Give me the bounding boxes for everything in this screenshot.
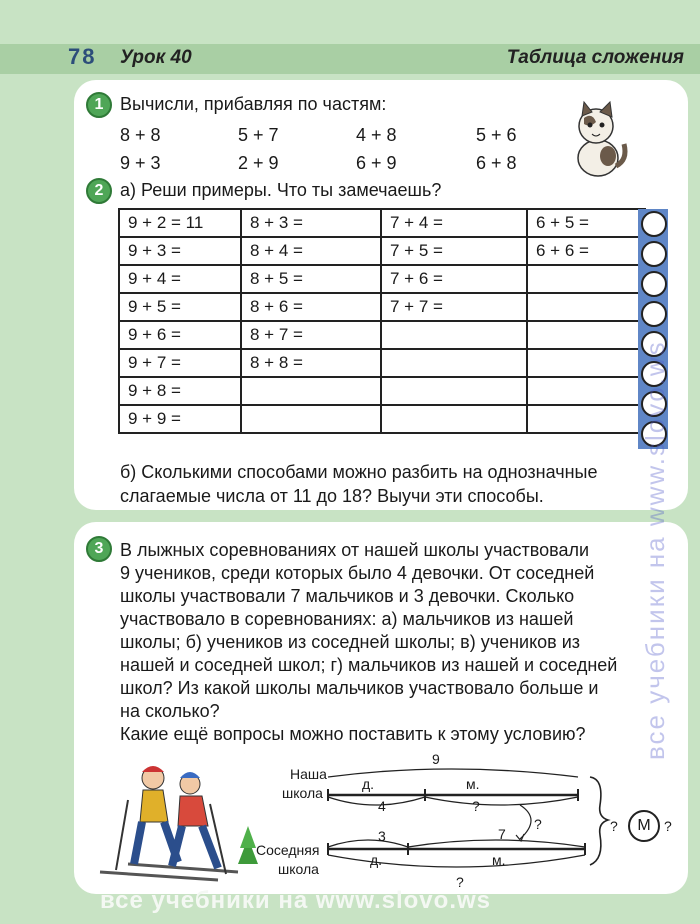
- table-cell: 8 + 8 =: [241, 349, 381, 377]
- table-cell: 9 + 9 =: [119, 405, 241, 433]
- skiers-illustration: [98, 760, 268, 885]
- example: 6 + 8: [476, 153, 517, 173]
- check-circle: [641, 241, 667, 267]
- table-cell: 7 + 7 =: [381, 293, 527, 321]
- task-3-line: школы; б) учеников из соседней школы; в) учеников из: [120, 632, 581, 652]
- task-3-line: В лыжных соревнованиях от нашей школы участвовали: [120, 540, 590, 560]
- table-cell: [527, 377, 645, 405]
- table-cell: 9 + 4 =: [119, 265, 241, 293]
- table-cell: [241, 377, 381, 405]
- label-neighbor-2: школа: [278, 861, 319, 877]
- label-our-girls: д.: [362, 776, 375, 792]
- table-row: [119, 293, 645, 321]
- table-cell: [527, 405, 645, 433]
- value-neighbor-boys: 7: [498, 826, 506, 842]
- table-cell: 8 + 3 =: [241, 209, 381, 237]
- example: 9 + 3: [120, 153, 161, 173]
- check-circle: [641, 271, 667, 297]
- table-row: [119, 237, 645, 265]
- task-2-title: а) Реши примеры. Что ты замечаешь?: [120, 180, 442, 200]
- table-cell: 7 + 4 =: [381, 209, 527, 237]
- task-3-line: школ? Из какой школы мальчиков участвовало больше и: [120, 678, 599, 698]
- label-neighbor-girls: д.: [370, 852, 383, 868]
- task-2b-line-2: слагаемые числа от 11 до 18? Выучи эти способы.: [120, 486, 544, 506]
- addition-table: [118, 208, 646, 434]
- task-2b-line-1: б) Сколькими способами можно разбить на однозначные: [120, 462, 598, 482]
- table-row: [119, 265, 645, 293]
- example: 5 + 6: [476, 125, 517, 145]
- value-neighbor-total: ?: [456, 874, 464, 890]
- task-3-question: Какие ещё вопросы можно поставить к этому условию?: [120, 724, 586, 744]
- task-3-line: 9 учеников, среди которых было 4 девочки. От соседней: [120, 563, 595, 583]
- side-watermark: все учебники на www.slovo.ws: [640, 340, 670, 760]
- bottom-watermark: все учебники на www.slovo.ws: [100, 887, 491, 914]
- table-cell: 8 + 7 =: [241, 321, 381, 349]
- task-2-badge: 2: [86, 178, 112, 204]
- cat-illustration: [562, 100, 632, 180]
- boys-m-letter: М: [637, 817, 651, 834]
- table-cell: [527, 265, 645, 293]
- label-neighbor-1: Соседняя: [256, 842, 320, 858]
- table-row: [119, 349, 645, 377]
- table-row: [119, 405, 645, 433]
- label-our-school-2: школа: [282, 785, 323, 801]
- value-neighbor-girls: 3: [378, 828, 386, 844]
- table-cell: [241, 405, 381, 433]
- task-1-badge: 1: [86, 92, 112, 118]
- example: 8 + 8: [120, 125, 161, 145]
- page-number: 78: [68, 44, 97, 69]
- value-our-boys: ?: [472, 798, 480, 814]
- label-our-boys: м.: [466, 776, 480, 792]
- label-our-school-1: Наша: [290, 766, 327, 782]
- topic-title: Таблица сложения: [506, 47, 684, 68]
- table-row: [119, 209, 645, 237]
- table-cell: 7 + 6 =: [381, 265, 527, 293]
- table-cell: [381, 405, 527, 433]
- table-cell: 9 + 6 =: [119, 321, 241, 349]
- table-cell: 9 + 7 =: [119, 349, 241, 377]
- table-cell: 9 + 3 =: [119, 237, 241, 265]
- check-circle: [641, 211, 667, 237]
- table-cell: 9 + 5 =: [119, 293, 241, 321]
- table-cell: 8 + 5 =: [241, 265, 381, 293]
- example: 2 + 9: [238, 153, 279, 173]
- value-our-total: 9: [432, 751, 440, 767]
- table-cell: 6 + 5 =: [527, 209, 645, 237]
- label-neighbor-boys: м.: [492, 852, 506, 868]
- check-circle: [641, 301, 667, 327]
- table-cell: [381, 349, 527, 377]
- table-cell: [381, 321, 527, 349]
- lesson-title: Урок 40: [120, 47, 192, 68]
- table-cell: 7 + 5 =: [381, 237, 527, 265]
- table-cell: [381, 377, 527, 405]
- table-cell: [527, 293, 645, 321]
- example: 4 + 8: [356, 125, 397, 145]
- value-diff: ?: [534, 816, 542, 832]
- example: 5 + 7: [238, 125, 279, 145]
- task-3-line: участвовало в соревнованиях: а) мальчиков из нашей: [120, 609, 574, 629]
- table-row: [119, 321, 645, 349]
- task-3-line: на сколько?: [120, 701, 220, 721]
- table-cell: 9 + 8 =: [119, 377, 241, 405]
- task-3-line: нашей и соседней школ; г) мальчиков из нашей и соседней: [120, 655, 618, 675]
- table-cell: 9 + 2 = 11: [119, 209, 241, 237]
- task-3-badge: 3: [86, 536, 112, 562]
- table-cell: [527, 321, 645, 349]
- table-cell: 8 + 4 =: [241, 237, 381, 265]
- table-cell: 8 + 6 =: [241, 293, 381, 321]
- value-our-girls: 4: [378, 798, 386, 814]
- value-brace-total: ?: [610, 818, 618, 834]
- table-cell: 6 + 6 =: [527, 237, 645, 265]
- task-3-line: школы участвовали 7 мальчиков и 3 девочки. Сколько: [120, 586, 575, 606]
- boys-m-badge: [628, 810, 660, 842]
- example: 6 + 9: [356, 153, 397, 173]
- value-m-q: ?: [664, 818, 672, 834]
- task-1-title: Вычисли, прибавляя по частям:: [120, 94, 387, 114]
- table-cell: [527, 349, 645, 377]
- table-row: [119, 377, 645, 405]
